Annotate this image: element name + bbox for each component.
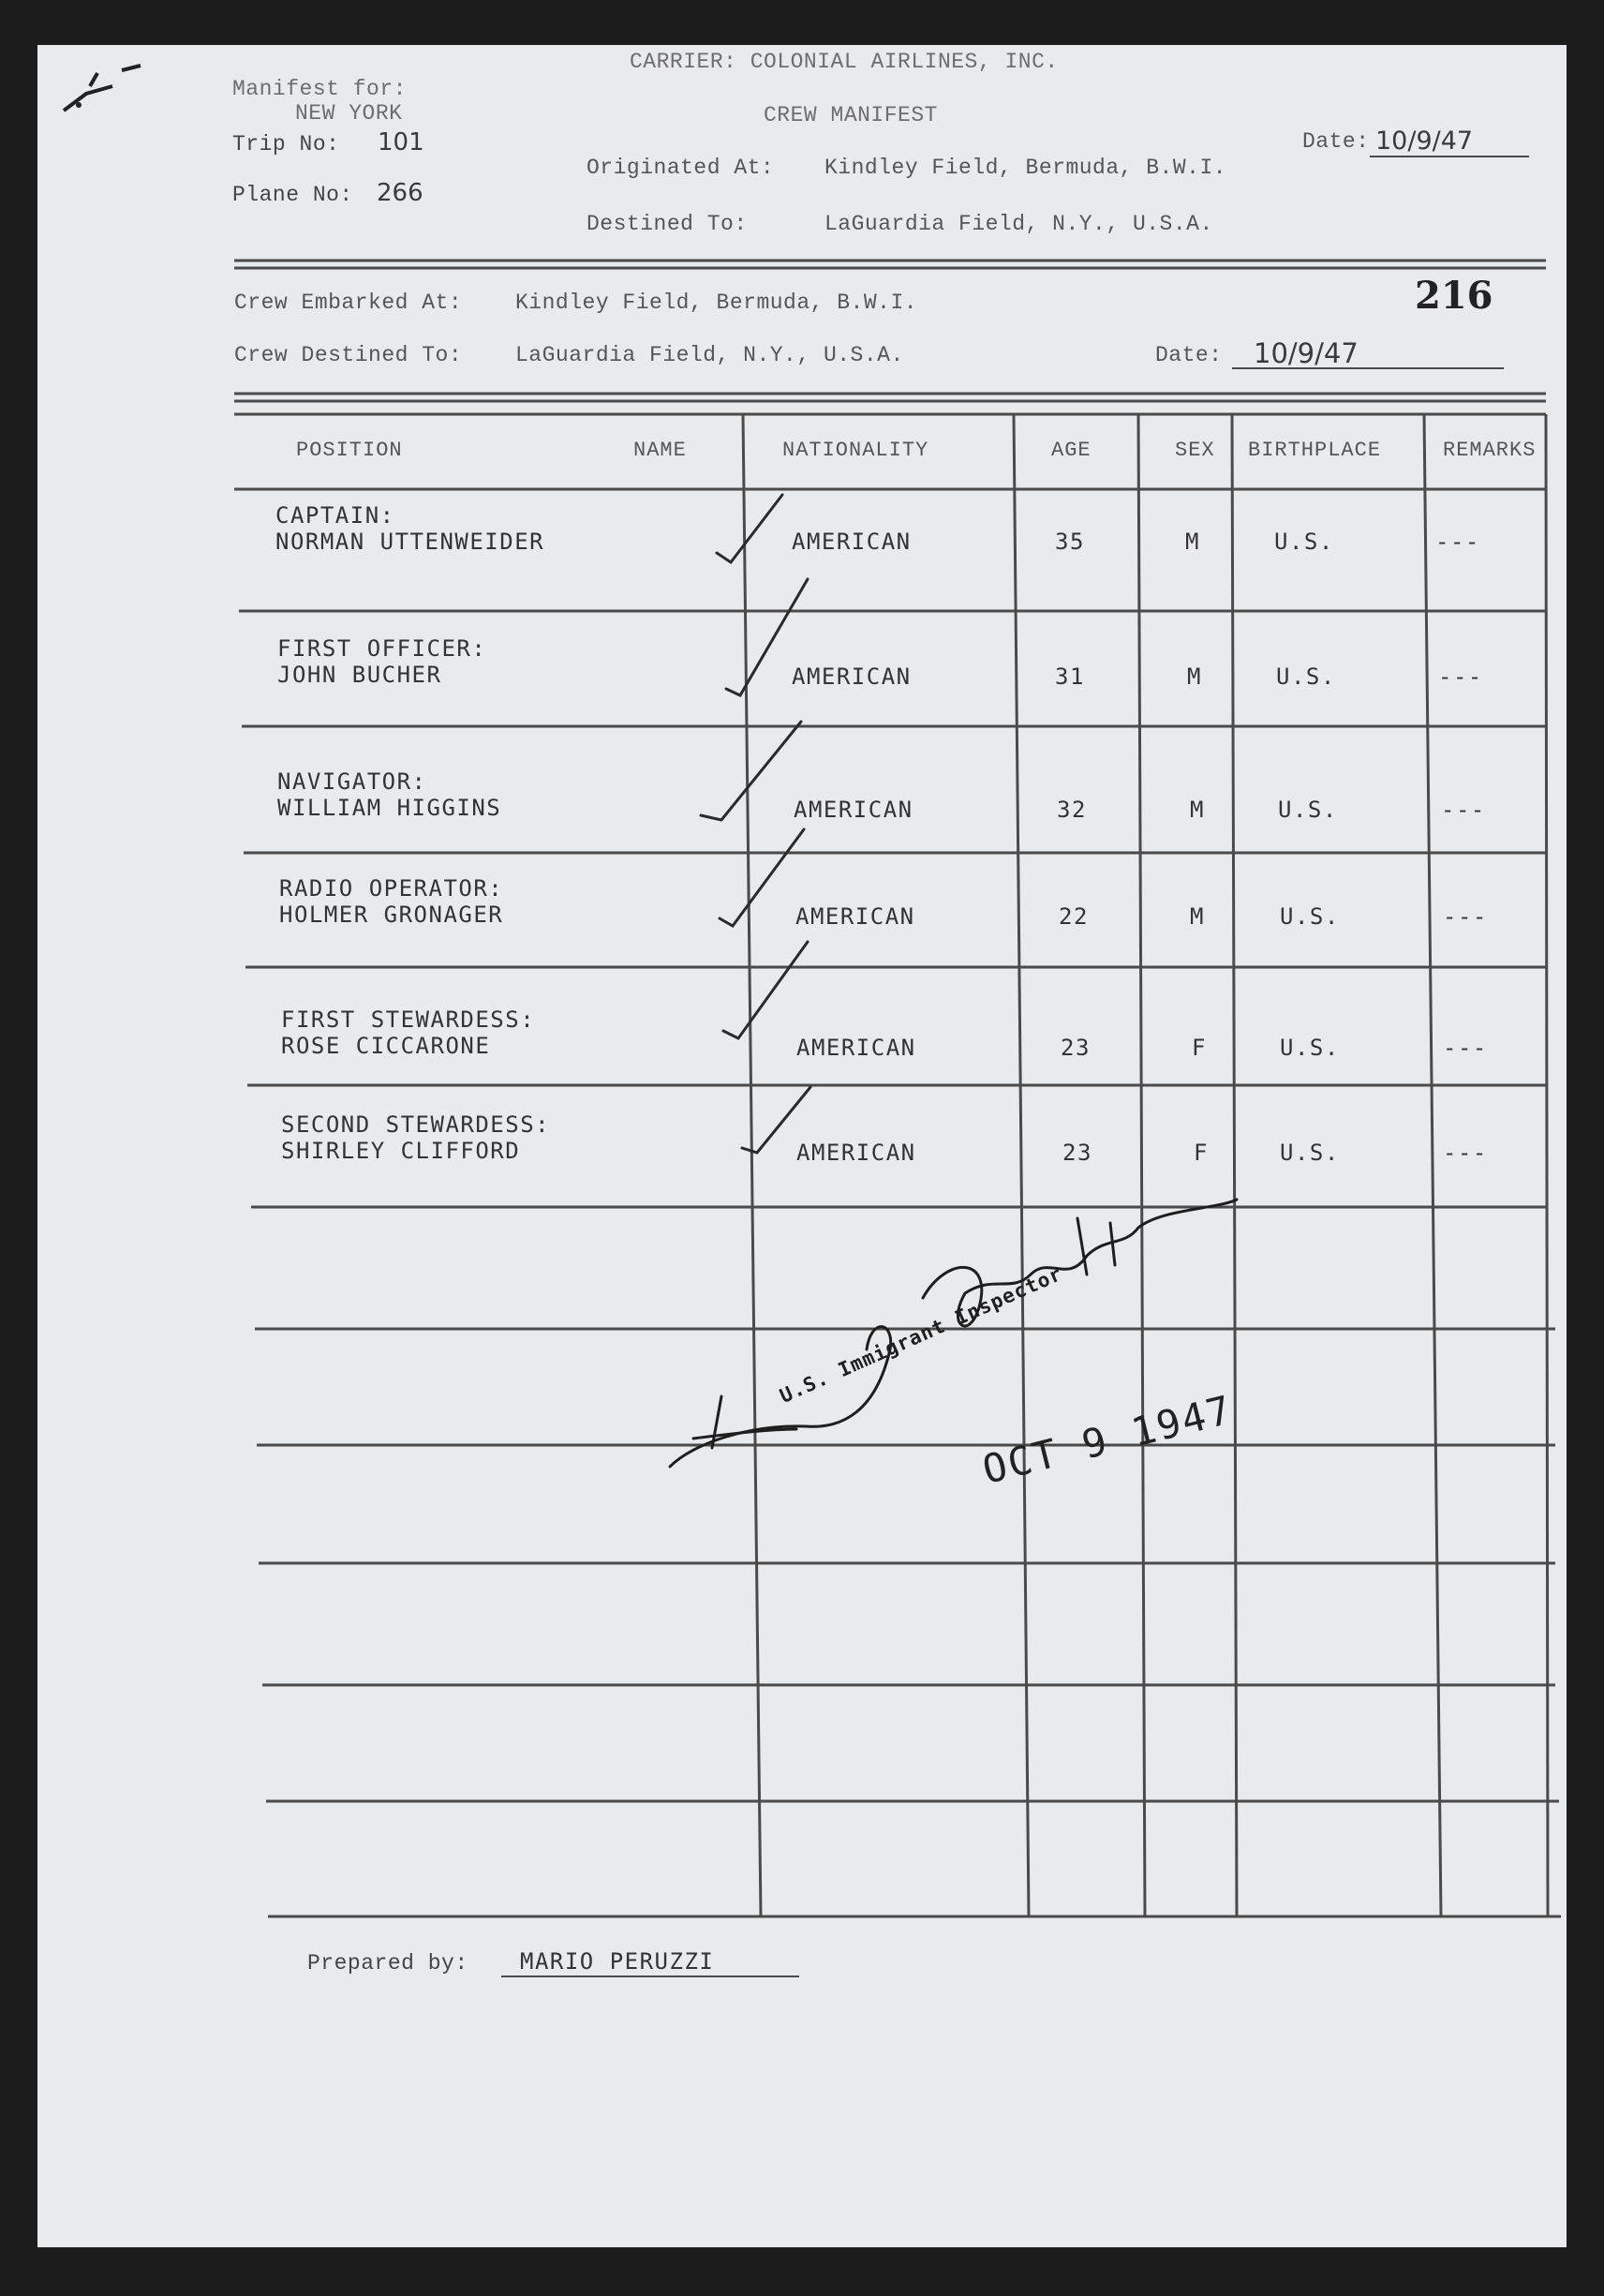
crew-embarked-value: Kindley Field, Bermuda, B.W.I. (515, 291, 918, 315)
prepared-by-underline (501, 1975, 799, 1977)
cell-remarks: --- (1435, 529, 1480, 555)
cell-birthplace: U.S. (1278, 797, 1338, 823)
cell-remarks: --- (1443, 1035, 1488, 1061)
originated-value: Kindley Field, Bermuda, B.W.I. (824, 156, 1227, 180)
cell-nationality: AMERICAN (792, 663, 912, 690)
carrier-line: CARRIER: COLONIAL AIRLINES, INC. (630, 50, 1059, 74)
crew-date-value: 10/9/47 (1254, 337, 1359, 369)
cell-position: SECOND STEWARDESS: (281, 1111, 551, 1138)
cell-name: SHIRLEY CLIFFORD (281, 1138, 521, 1164)
cell-remarks: --- (1443, 1140, 1488, 1166)
col-header-position: POSITION (296, 439, 403, 462)
cell-age: 23 (1062, 1140, 1092, 1166)
date-label: Date: (1302, 129, 1370, 154)
cell-birthplace: U.S. (1280, 1035, 1340, 1061)
destined-value: LaGuardia Field, N.Y., U.S.A. (824, 212, 1213, 236)
manifest-for-value: NEW YORK (295, 101, 403, 126)
cell-birthplace: U.S. (1280, 903, 1340, 930)
col-header-remarks: REMARKS (1443, 440, 1537, 461)
col-header-birthplace: BIRTHPLACE (1248, 439, 1382, 462)
cell-age: 32 (1057, 797, 1087, 823)
cell-position: FIRST STEWARDESS: (281, 1006, 536, 1033)
cell-name: ROSE CICCARONE (281, 1033, 491, 1059)
inspector-stamp-text: U.S. Immigrant Inspector (776, 1261, 1066, 1408)
cell-name: HOLMER GRONAGER (279, 902, 504, 928)
cell-sex: M (1190, 903, 1205, 930)
cell-name: NORMAN UTTENWEIDER (275, 529, 545, 555)
col-header-nationality: NATIONALITY (782, 439, 929, 462)
prepared-by-label: Prepared by: (307, 1951, 468, 1975)
cell-sex: M (1187, 663, 1202, 690)
cell-nationality: AMERICAN (796, 1035, 916, 1061)
cell-sex: M (1185, 529, 1200, 555)
trip-value: 101 (378, 128, 424, 157)
cell-birthplace: U.S. (1276, 663, 1336, 690)
cell-position: CAPTAIN: (275, 502, 395, 529)
cell-remarks: --- (1438, 663, 1483, 690)
cell-position: NAVIGATOR: (277, 768, 427, 795)
cell-nationality: AMERICAN (794, 797, 913, 823)
cell-remarks: --- (1443, 903, 1488, 930)
cell-sex: F (1192, 1035, 1207, 1061)
cell-nationality: AMERICAN (795, 903, 915, 930)
trip-label: Trip No: (232, 132, 340, 157)
col-header-name: NAME (633, 439, 687, 462)
cell-age: 35 (1055, 529, 1085, 555)
crew-date-label: Date: (1155, 343, 1223, 367)
cell-sex: M (1190, 797, 1205, 823)
cell-remarks: --- (1441, 797, 1486, 823)
crew-embarked-label: Crew Embarked At: (234, 291, 463, 315)
cell-sex: F (1194, 1140, 1209, 1166)
date-value: 10/9/47 (1375, 127, 1474, 156)
destined-label: Destined To: (587, 212, 748, 236)
originated-label: Originated At: (587, 156, 775, 180)
manifest-type: CREW MANIFEST (764, 103, 938, 127)
stamp-date: OCT 9 1947 (977, 1386, 1238, 1493)
cell-name: WILLIAM HIGGINS (277, 795, 502, 821)
col-header-age: AGE (1051, 439, 1092, 462)
crew-destined-value: LaGuardia Field, N.Y., U.S.A. (515, 343, 904, 367)
cell-nationality: AMERICAN (796, 1140, 916, 1166)
cell-birthplace: U.S. (1280, 1140, 1340, 1166)
plane-label: Plane No: (232, 183, 353, 207)
crew-destined-label: Crew Destined To: (234, 343, 463, 367)
col-header-sex: SEX (1175, 439, 1215, 462)
sheet-number: 216 (1415, 274, 1493, 318)
cell-age: 31 (1055, 663, 1085, 690)
plane-value: 266 (377, 179, 423, 207)
cell-position: RADIO OPERATOR: (279, 875, 504, 902)
cell-position: FIRST OFFICER: (277, 635, 487, 662)
cell-birthplace: U.S. (1274, 529, 1334, 555)
prepared-by-value: MARIO PERUZZI (520, 1948, 715, 1975)
cell-nationality: AMERICAN (792, 529, 912, 555)
cell-age: 23 (1061, 1035, 1091, 1061)
cell-age: 22 (1059, 903, 1089, 930)
cell-name: JOHN BUCHER (277, 662, 442, 688)
manifest-for-label: Manifest for: (232, 77, 407, 101)
